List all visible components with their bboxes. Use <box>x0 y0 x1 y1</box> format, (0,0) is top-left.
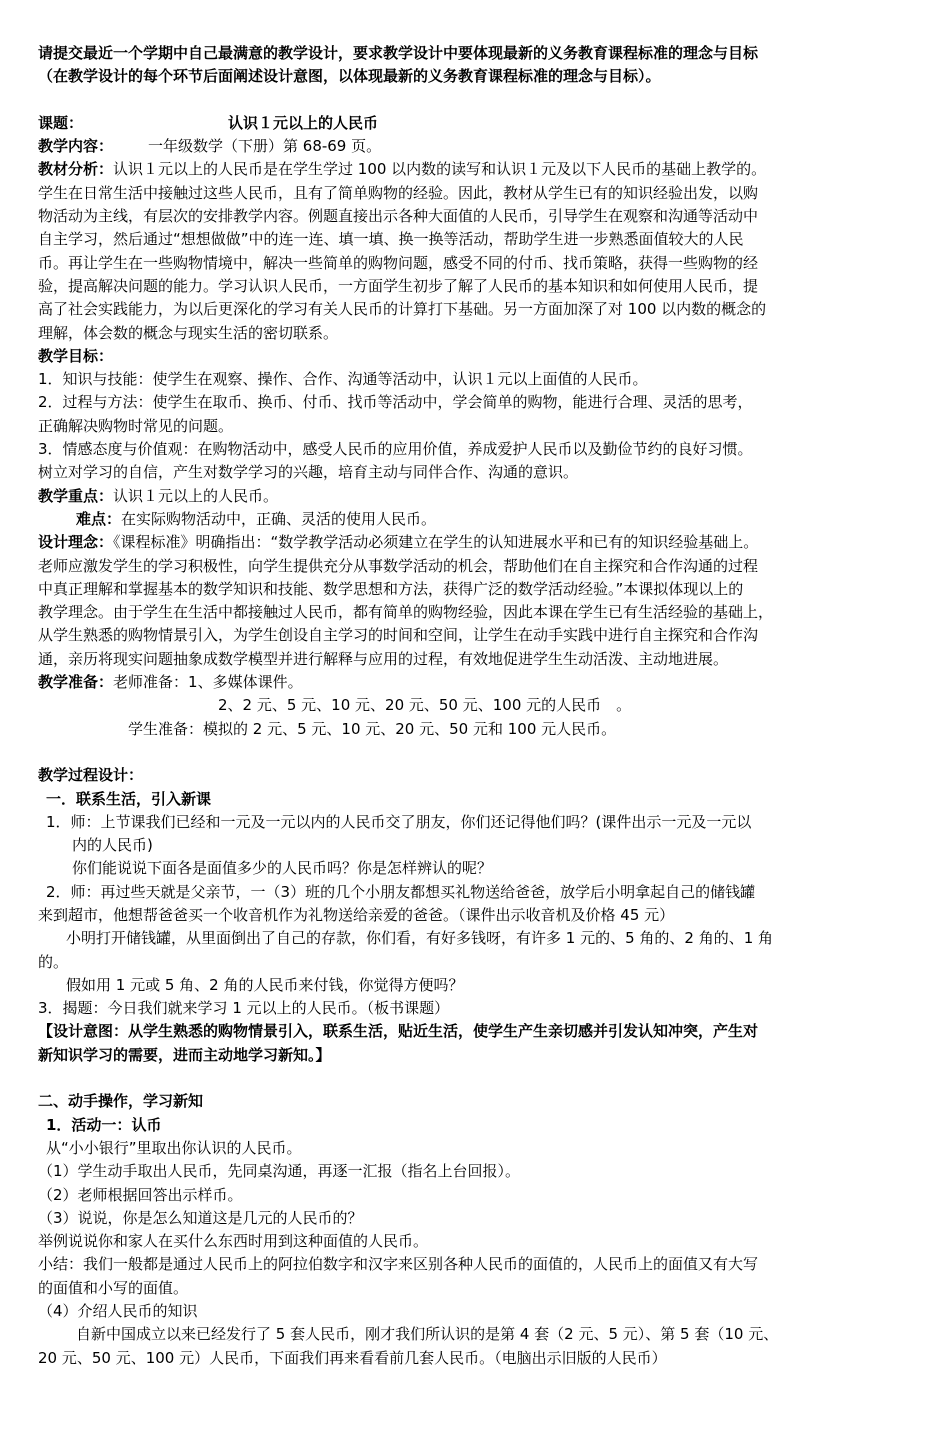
activity-1-title: 1．活动一：认币 <box>46 1115 162 1134</box>
design-intent-1: 新知识学习的需要，进而主动地学习新知。】 <box>38 1045 331 1064</box>
topic-row <box>38 112 918 135</box>
concept-text: 中真正理解和掌握基本的数学知识和技能、数学思想和方法，获得广泛的数学活动经验。”本课拟体现以上的 <box>38 579 744 598</box>
section-1-text: 2．师：再过些天就是父亲节，一（3）班的几个小朋友都想买礼物送给爸爸，放学后小明拿起自己的储钱罐 <box>46 882 756 901</box>
difficulty-label: 难点： <box>76 509 122 528</box>
analysis-text: 自主学习，然后通过“想想做做”中的连一连、填一填、换一换等活动，帮助学生进一步熟悉面值较大的人民 <box>38 230 744 249</box>
concept-text: 从学生熟悉的购物情景引入，为学生创设自主学习的时间和空间，让学生在动手实践中进行自主探究和合作沟 <box>38 626 759 645</box>
analysis-text: 理解，体会数的概念与现实生活的密切联系。 <box>38 323 339 342</box>
content-label: 教学内容： <box>38 137 114 156</box>
instruction-line-2: （在教学设计的每个环节后面阐述设计意图，以体现最新的义务教育课程标准的理念与目标）。 <box>38 67 661 86</box>
section-2-title: 二、动手操作，学习新知 <box>38 1092 204 1111</box>
goal-item: 正确解决购物时常见的问题。 <box>38 416 234 435</box>
section-1-text: 的。 <box>38 952 69 971</box>
analysis-text: 物活动为主线，有层次的安排教学内容。例题直接出示各种大面值的人民币，引导学生在观察和沟通等活动中 <box>38 207 759 226</box>
teacher-prep-label: 老师准备： <box>113 673 189 692</box>
section-2-text: 小结：我们一般都是通过人民币上的阿拉伯数字和汉字来区别各种人民币的面值的，人民币上的面值又有大写 <box>38 1255 759 1274</box>
prep-label: 教学准备： <box>38 673 114 692</box>
section-2-text: （3）说说，你是怎么知道这是几元的人民币的？ <box>38 1208 363 1227</box>
prep-row <box>38 671 918 694</box>
content-row <box>38 135 918 158</box>
section-1-text: 3．揭题：今日我们就来学习 1 元以上的人民币。（板书课题） <box>38 999 450 1018</box>
topic-label: 课题： <box>38 113 84 132</box>
key-label: 教学重点： <box>38 486 114 505</box>
section-1-text: 你们能说说下面各是面值多少的人民币吗？你是怎样辨认的呢？ <box>72 859 493 878</box>
concept-label: 设计理念： <box>38 533 114 552</box>
analysis-text: 币。再让学生在一些购物情境中，解决一些简单的购物问题，感受不同的付币、找币策略，获得一些购物的经 <box>38 253 759 272</box>
student-prep-row <box>38 718 918 741</box>
goal-item: 树立对学习的自信，产生对数学学习的兴趣，培育主动与同伴合作、沟通的意识。 <box>38 463 579 482</box>
student-prep-value: 模拟的 2 元、5 元、10 元、20 元、50 元和 100 元人民币。 <box>203 719 617 738</box>
design-intent-1: 【设计意图：从学生熟悉的购物情景引入，联系生活，贴近生活，使学生产生亲切感并引发认知冲突，产生对 <box>38 1022 759 1041</box>
section-1-text: 假如用 1 元或 5 角、2 角的人民币来付钱，你觉得方便吗？ <box>66 975 464 994</box>
instruction-line-1: 请提交最近一个学期中自己最满意的教学设计，要求教学设计中要体现最新的义务教育课程标准的理念与目标 <box>38 44 759 62</box>
section-2-text: （2）老师根据回答出示样币。 <box>38 1185 243 1204</box>
section-2-text: （4）介绍人民币的知识 <box>38 1302 198 1321</box>
goals-label: 教学目标： <box>38 346 114 365</box>
difficulty-value: 在实际购物活动中，正确、灵活的使用人民币。 <box>121 509 437 528</box>
section-2-text: 举例说说你和家人在买什么东西时用到这种面值的人民币。 <box>38 1232 429 1251</box>
concept-row <box>38 531 918 554</box>
concept-text: 教学理念。由于学生在生活中都接触过人民币，都有简单的购物经验，因此本课在学生已有生活经验的基础上， <box>38 603 774 622</box>
section-2-text: （1）学生动手取出人民币，先同桌沟通，再逐一汇报（指名上台回报）。 <box>38 1162 521 1181</box>
teacher-prep-1: 1、多媒体课件。 <box>188 673 303 692</box>
analysis-text: 高了社会实践能力，为以后更深化的学习有关人民币的计算打下基础。另一方面加深了对 100 以内数的概念的 <box>38 300 767 319</box>
concept-text: 老师应激发学生的学习积极性，向学生提供充分从事数学活动的机会，帮助他们在自主探究和合作沟通的过程 <box>38 556 759 575</box>
lesson-plan-document <box>38 42 918 1370</box>
section-2-text: 从“小小银行”里取出你认识的人民币。 <box>46 1138 302 1157</box>
process-title: 教学过程设计： <box>38 766 144 785</box>
key-value: 认识１元以上的人民币。 <box>113 486 279 505</box>
analysis-row <box>38 158 918 181</box>
content-value: 一年级数学（下册）第 68-69 页。 <box>148 137 382 156</box>
section-1-text: 1．师：上节课我们已经和一元及一元以内的人民币交了朋友，你们还记得他们吗？(课件出示一元及一元以 <box>46 812 752 831</box>
section-2-text: 20 元、50 元、100 元）人民币，下面我们再来看看前几套人民币。（电脑出示旧版的人民币） <box>38 1348 667 1367</box>
analysis-label: 教材分析： <box>38 160 114 179</box>
analysis-text: 验，提高解决问题的能力。学习认识人民币，一方面学生初步了解了人民币的基本知识和如何使用人民币，提 <box>38 276 759 295</box>
concept-text: 《课程标准》明确指出：“数学教学活动必须建立在学生的认知进展水平和已有的知识经验基础上。 <box>113 533 759 552</box>
difficulty-row <box>38 508 918 531</box>
teacher-prep-2: 2、2 元、5 元、10 元、20 元、50 元、100 元的人民币 。 <box>218 696 632 715</box>
goal-item: 1．知识与技能：使学生在观察、操作、合作、沟通等活动中，认识１元以上面值的人民币。 <box>38 370 648 389</box>
topic-value: 认识１元以上的人民币 <box>228 113 379 132</box>
section-2-text: 的面值和小写的面值。 <box>38 1278 189 1297</box>
analysis-text: 学生在日常生活中接触过这些人民币，且有了简单购物的经验。因此，教材从学生已有的知识经验出发，以购 <box>38 183 759 202</box>
section-1-text: 小明打开储钱罐，从里面倒出了自己的存款，你们看，有好多钱呀，有许多 1 元的、5 角的、2 角的、1 角 <box>66 929 774 948</box>
section-1-title: 一．联系生活，引入新课 <box>46 789 212 808</box>
concept-text: 通，亲历将现实问题抽象成数学模型并进行解释与应用的过程，有效地促进学生生动活泼、主动地进展。 <box>38 649 729 668</box>
student-prep-label: 学生准备： <box>128 719 204 738</box>
section-1-text: 内的人民币) <box>72 836 153 855</box>
section-1-text: 来到超市，他想帮爸爸买一个收音机作为礼物送给亲爱的爸爸。（课件出示收音机及价格 45 元） <box>38 905 675 924</box>
analysis-text: 认识１元以上的人民币是在学生学过 100 以内数的读写和认识１元及以下人民币的基础上教学的。 <box>113 160 767 179</box>
goal-item: 3．情感态度与价值观：在购物活动中，感受人民币的应用价值，养成爱护人民币以及勤俭节约的良好习惯。 <box>38 440 753 459</box>
key-row <box>38 485 918 508</box>
section-2-text: 自新中国成立以来已经发行了 5 套人民币，刚才我们所认识的是第 4 套（2 元、5 元）、第 5 套（10 元、 <box>76 1325 779 1344</box>
goal-item: 2．过程与方法：使学生在取币、换币、付币、找币等活动中，学会简单的购物，能进行合理、灵活的思考， <box>38 393 753 412</box>
